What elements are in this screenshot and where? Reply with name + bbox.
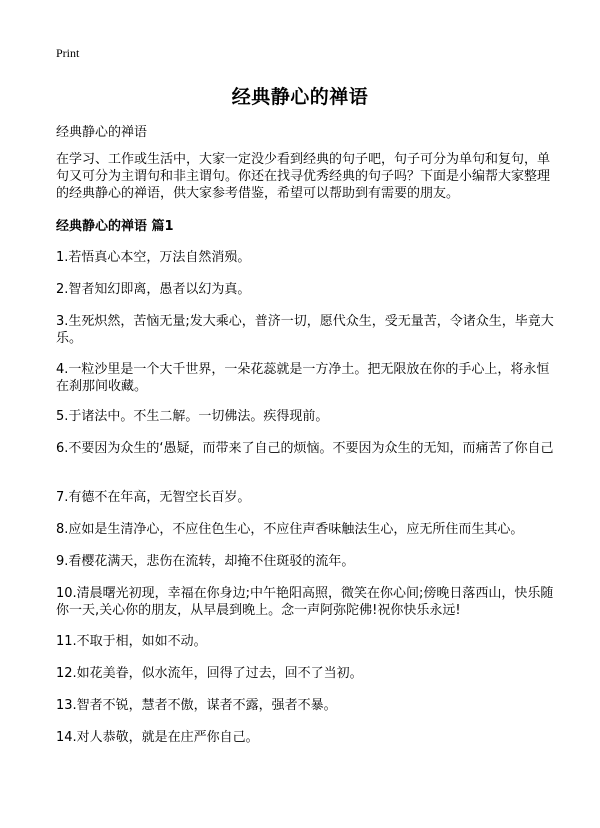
quote-item: 8.应如是生清净心，不应住色生心，不应住声香味触法生心，应无所住而生其心。 bbox=[56, 522, 524, 537]
quote-item: 9.看樱花满天，悲伤在流转，却掩不住斑驳的流年。 bbox=[56, 554, 355, 569]
document-subtitle: 经典静心的禅语 bbox=[56, 125, 148, 140]
quote-item: 10.清晨曙光初现，幸福在你身边;中午艳阳高照，微笑在你心间;傍晚日落西山，快乐随你一天,关心你的朋友，从早晨到晚上。念一声阿弥陀佛!祝你快乐永远! bbox=[56, 586, 554, 618]
section-heading: 经典静心的禅语 篇1 bbox=[56, 219, 174, 234]
quote-item: 6.不要因为众生的‘愚疑，而带来了自己的烦恼。不要因为众生的无知，而痛苦了你自己 bbox=[56, 441, 554, 456]
quote-item: 12.如花美眷，似水流年，回得了过去，回不了当初。 bbox=[56, 666, 363, 681]
quote-item: 11.不取于相，如如不动。 bbox=[56, 634, 207, 649]
intro-paragraph: 在学习、工作或生活中，大家一定没少看到经典的句子吧，句子可分为单句和复句，单句又可分为主谓句和非主谓句。你还在找寻优秀经典的句子吗？下面是小编帮大家整理的经典静心的禅语，供大家参考借鉴，希望可以帮助到有需要的朋友。 bbox=[56, 152, 551, 201]
quote-item: 2.智者知幻即离，愚者以幻为真。 bbox=[56, 282, 251, 297]
print-link[interactable]: Print bbox=[56, 46, 80, 60]
quote-item: 5.于诸法中。不生二解。一切佛法。疾得现前。 bbox=[56, 409, 329, 424]
quote-item: 13.智者不锐，慧者不傲，谋者不露，强者不暴。 bbox=[56, 698, 337, 713]
quote-item: 3.生死炽然，苦恼无量;发大乘心，普济一切，愿代众生，受无量苦，令诸众生，毕竟大乐。 bbox=[56, 314, 554, 346]
quote-item: 7.有德不在年高，无智空长百岁。 bbox=[56, 490, 251, 505]
quote-item: 14.对人恭敬，就是在庄严你自己。 bbox=[56, 730, 259, 745]
document-title: 经典静心的禅语 bbox=[231, 86, 369, 108]
quote-item: 1.若悟真心本空，万法自然消殒。 bbox=[56, 250, 251, 265]
quote-item: 4.一粒沙里是一个大千世界，一朵花蕊就是一方净土。把无限放在你的手心上，将永恒在刹那间收藏。 bbox=[56, 362, 550, 394]
